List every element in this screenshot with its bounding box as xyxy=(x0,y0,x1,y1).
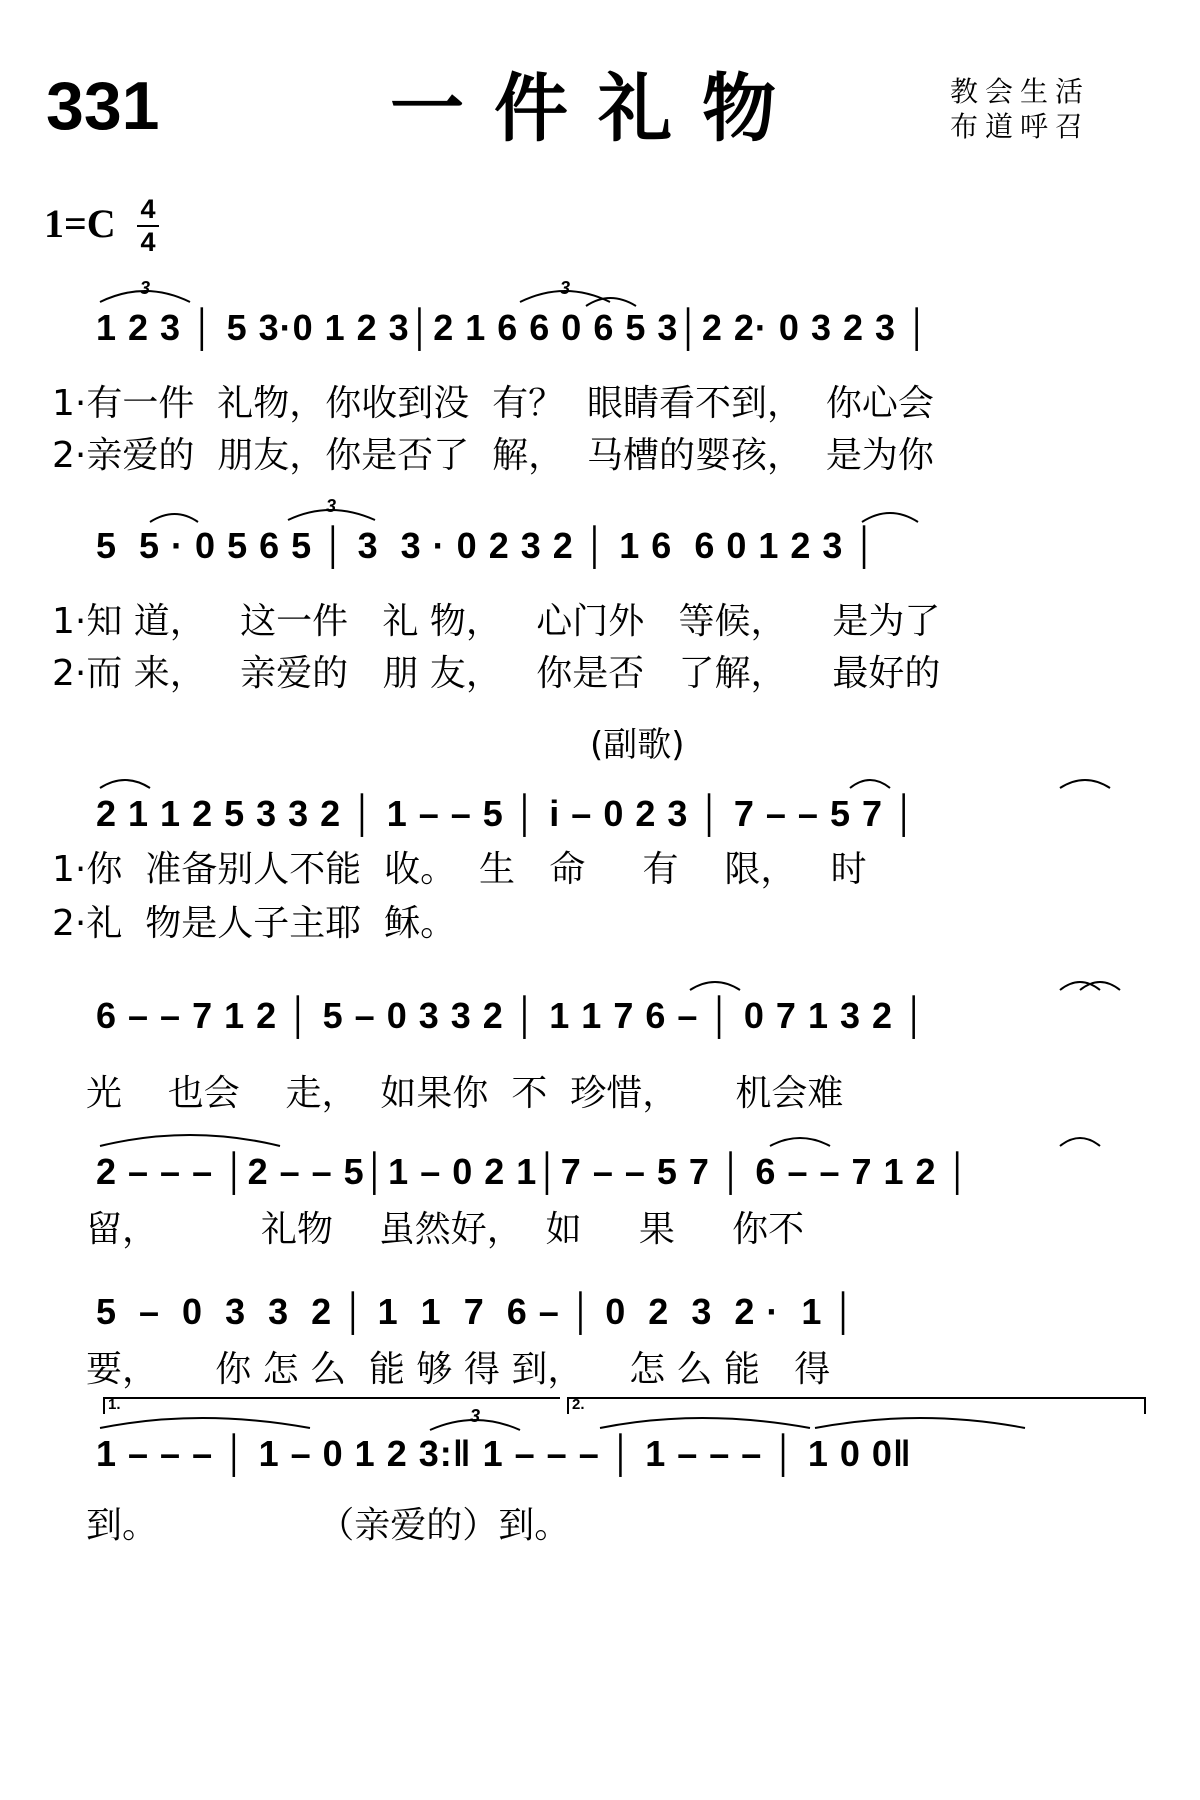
lyric-line: 1·有一件 礼物，你收到没 有？ 眼睛看不到， 你心会 xyxy=(52,383,934,424)
triplet-number: 3 xyxy=(559,278,571,298)
tie xyxy=(100,780,150,788)
song-title: 一件礼物 xyxy=(390,66,806,152)
second-ending-bracket xyxy=(568,1398,1145,1414)
notation-line: 5 5 · 0 5 6 5 │ 3 3 · 0 2 3 2 │ 1 6 6 0 1 2 3 │ xyxy=(96,525,878,566)
tie xyxy=(850,780,890,788)
triplet-number: 3 xyxy=(469,1406,481,1426)
chorus-label: (副歌) xyxy=(590,725,685,765)
time-signature-top: 4 xyxy=(140,194,156,224)
tie xyxy=(100,1418,310,1428)
tie xyxy=(586,298,636,306)
hymn-number: 331 xyxy=(46,68,160,144)
tie xyxy=(150,514,198,522)
lyric-line: 2·亲爱的 朋友，你是否了 解， 马槽的婴孩， 是为你 xyxy=(52,435,934,476)
first-ending-bracket xyxy=(104,1398,560,1414)
second-ending-label: 2. xyxy=(572,1396,585,1413)
lyric-line: 到。 （亲爱的）到。 xyxy=(86,1505,571,1546)
first-ending-label: 1. xyxy=(108,1396,121,1413)
lyric-line: 1·你 准备别人不能 收。 生 命 有 限， 时 xyxy=(52,849,867,890)
lyric-line: 要， 你 怎 么 能 够 得 到， 怎 么 能 得 xyxy=(86,1349,831,1390)
tie xyxy=(862,513,918,522)
category-label: 布道呼召 xyxy=(950,110,1091,143)
lyric-line: 光 也会 走， 如果你 不 珍惜， 机会难 xyxy=(86,1073,844,1114)
lyric-line: 2·礼 物是人子主耶 稣。 xyxy=(52,903,457,944)
triplet-number: 3 xyxy=(139,278,151,298)
notation-line: 1 2 3 │ 5 3·0 1 2 3│2 1 6 6 0 6 5 3│2 2· 0 3 2 3 │ xyxy=(96,307,931,348)
notation-line: 5 – 0 3 3 2 │ 1 1 7 6 – │ 0 2 3 2 · 1 │ xyxy=(96,1291,857,1332)
lyric-line: 1·知 道， 这一件 礼 物， 心门外 等候， 是为了 xyxy=(52,601,941,642)
notation-line: 2 1 1 2 5 3 3 2 │ 1 – – 5 │ i – 0 2 3 │ 7 – – 5 7 │ xyxy=(96,793,918,834)
notation-line: 1 – – – │ 1 – 0 1 2 3:‖ 1 – – – │ 1 – – – │ 1 0 0‖ xyxy=(96,1433,912,1474)
lyric-line: 留， 礼物 虽然好， 如 果 你不 xyxy=(86,1209,805,1250)
lyric-line: 2·而 来， 亲爱的 朋 友， 你是否 了解， 最好的 xyxy=(52,653,941,694)
notation-line: 2 – – – │2 – – 5│1 – 0 2 1│7 – – 5 7 │ 6 – – 7 1 2 │ xyxy=(96,1151,972,1192)
tie xyxy=(1060,1138,1100,1146)
key-signature: 1=C xyxy=(44,201,116,246)
notation-line: 6 – – 7 1 2 │ 5 – 0 3 3 2 │ 1 1 7 6 – │ 0 7 1 3 2 │ xyxy=(96,995,928,1036)
triplet-number: 3 xyxy=(325,496,337,516)
time-signature-bottom: 4 xyxy=(140,227,156,257)
tie xyxy=(600,1418,810,1428)
tie xyxy=(1060,780,1110,788)
tie xyxy=(770,1138,830,1146)
tie xyxy=(690,982,740,990)
tie xyxy=(100,1135,280,1146)
category-label: 教会生活 xyxy=(950,75,1091,108)
tie xyxy=(815,1418,1025,1428)
